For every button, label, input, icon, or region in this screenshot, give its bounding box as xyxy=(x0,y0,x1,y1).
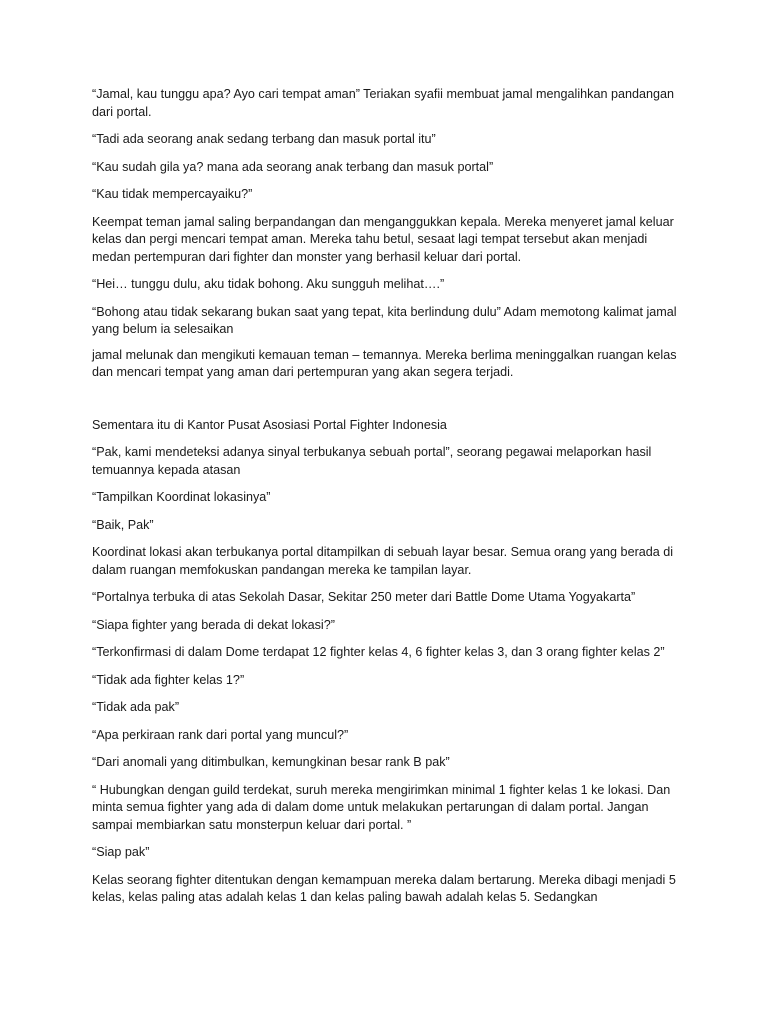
paragraph-14: “Portalnya terbuka di atas Sekolah Dasar, Sekitar 250 meter dari Battle Dome Utama Yogyakarta” xyxy=(92,590,636,604)
paragraph-15: “Siapa fighter yang berada di dekat lokasi?” xyxy=(92,617,335,632)
paragraph-22: “Siap pak” xyxy=(92,845,150,859)
paragraph-5: Keempat teman jamal saling berpandangan dan menganggukkan kepala. Mereka menyeret jamal keluar kelas dan pergi mencari tempat aman. Mereka tahu betul, sesaat lagi tempat tersebut akan menjadi medan pertempuran dari fighter dan monster yang berhasil keluar dari portal. xyxy=(92,214,674,264)
paragraph-13: Koordinat lokasi akan terbukanya portal ditampilkan di sebuah layar besar. Semua orang yang berada di dalam ruangan memfokuskan pandangan mereka ke tampilan layar. xyxy=(92,545,674,577)
paragraph-3: “Kau sudah gila ya? mana ada seorang anak terbang dan masuk portal” xyxy=(92,159,494,174)
paragraph-10: “Pak, kami mendeteksi adanya sinyal terbukanya sebuah portal”, seorang pegawai melaporkan hasil temuannya kepada atasan xyxy=(92,445,652,477)
paragraph-7: “Bohong atau tidak sekarang bukan saat yang tepat, kita berlindung dulu” Adam memotong kalimat jamal yang belum ia selesaikan xyxy=(92,304,677,336)
paragraph-4: “Kau tidak mempercayaiku?” xyxy=(92,187,253,201)
paragraph-9: Sementara itu di Kantor Pusat Asosiasi Portal Fighter Indonesia xyxy=(92,417,447,432)
paragraph-6: “Hei… tunggu dulu, aku tidak bohong. Aku sungguh melihat….” xyxy=(92,277,445,291)
document-page xyxy=(92,86,682,917)
paragraph-11: “Tampilkan Koordinat lokasinya” xyxy=(92,490,271,504)
paragraph-8: jamal melunak dan mengikuti kemauan teman – temannya. Mereka berlima meninggalkan ruangan kelas dan mencari tempat yang aman dari pertempuran yang akan segera terjadi. xyxy=(92,347,677,379)
paragraph-18: “Tidak ada pak” xyxy=(92,700,180,714)
paragraph-20: “Dari anomali yang ditimbulkan, kemungkinan besar rank B pak” xyxy=(92,755,450,769)
paragraph-16: “Terkonfirmasi di dalam Dome terdapat 12 fighter kelas 4, 6 fighter kelas 3, dan 3 orang fighter kelas 2” xyxy=(92,645,665,659)
paragraph-23: Kelas seorang fighter ditentukan dengan kemampuan mereka dalam bertarung. Mereka dibagi menjadi 5 kelas, kelas paling atas adalah kelas 1 dan kelas paling bawah adalah kelas 5. Sedangkan xyxy=(92,872,676,904)
paragraph-1: “Jamal, kau tunggu apa? Ayo cari tempat aman” Teriakan syafii membuat jamal mengalihkan pandangan dari portal. xyxy=(92,87,674,119)
paragraph-2: “Tadi ada seorang anak sedang terbang dan masuk portal itu” xyxy=(92,132,436,146)
paragraph-21: “ Hubungkan dengan guild terdekat, suruh mereka mengirimkan minimal 1 fighter kelas 1 ke lokasi. Dan minta semua fighter yang ada di dalam dome untuk melakukan pertarungan di dalam portal. Jangan sampai membiarkan satu monsterpun keluar dari portal. ” xyxy=(92,782,671,832)
paragraph-12: “Baik, Pak” xyxy=(92,517,154,532)
paragraph-17: “Tidak ada fighter kelas 1?” xyxy=(92,672,245,687)
paragraph-19: “Apa perkiraan rank dari portal yang muncul?” xyxy=(92,727,349,742)
